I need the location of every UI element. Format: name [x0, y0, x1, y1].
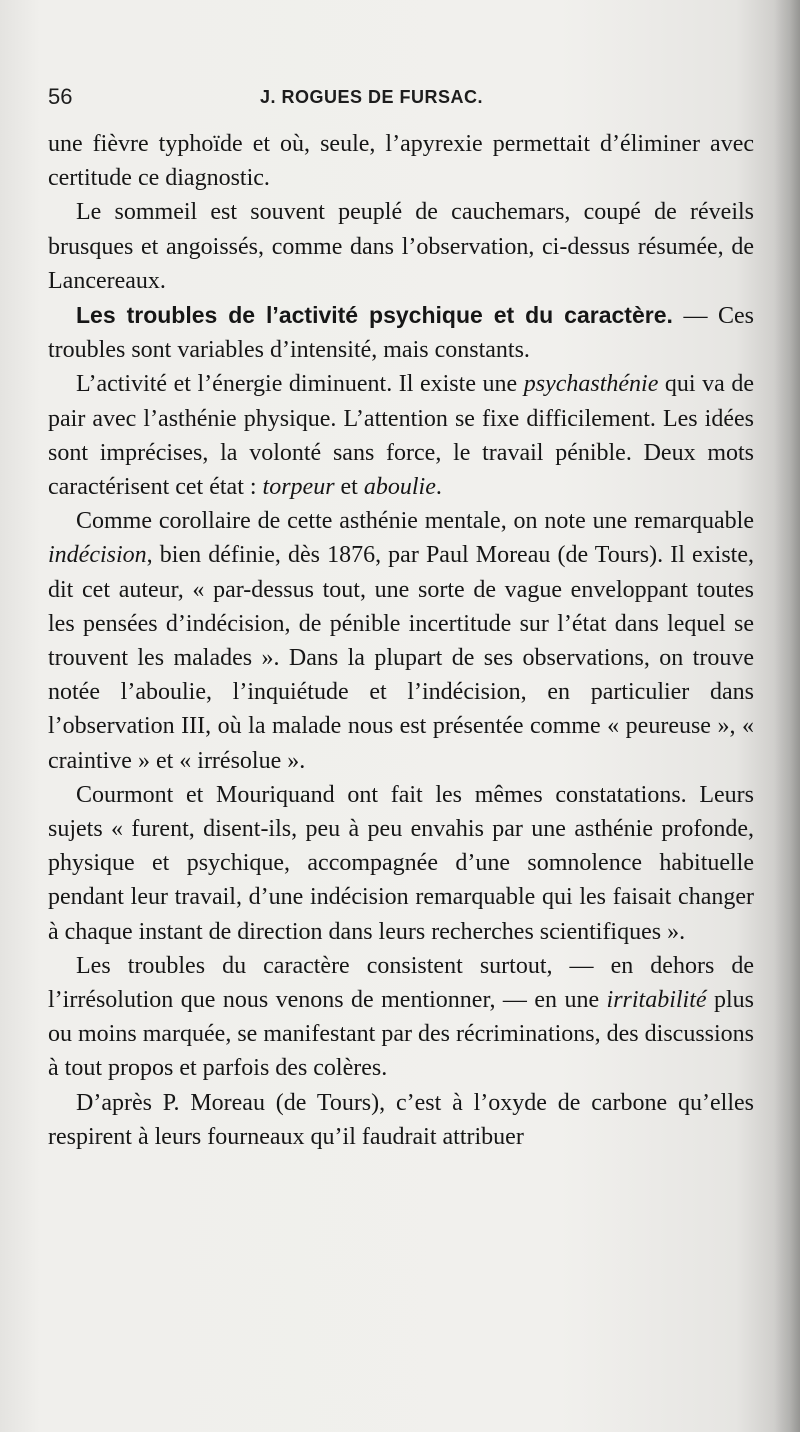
body-text	[48, 127, 754, 1154]
italic-term: psychasthénie	[523, 371, 659, 398]
italic-term: torpeur	[262, 474, 335, 501]
italic-term: indécision	[48, 542, 147, 569]
paragraph-text: une fièvre typhoïde et où, seule, l’apyrexie permettait d’éliminer avec certitude ce diagnostic.	[48, 131, 754, 192]
italic-term: irritabilité	[606, 987, 707, 1014]
paragraph-character	[48, 949, 754, 1086]
running-head: J. ROGUES DE FURSAC.	[260, 87, 484, 107]
paragraph-text: qui va de pair avec l’asthénie physique. L’attention se fixe difficilement. Les idées sont imprécises, la volonté sans force, le travail pénible. Deux mots caractérisent cet état :	[48, 371, 754, 501]
paragraph-text: D’après P. Moreau (de Tours), c’est à l’oxyde de carbone qu’elles respirent à leurs fourneaux qu’il faudrait attribuer	[48, 1089, 754, 1150]
paragraph-text: Les troubles du caractère consistent surtout, — en dehors de l’irrésolution que nous venons de mentionner, — en une	[48, 952, 754, 1014]
paragraph-continued	[48, 127, 754, 195]
paragraph-text: L’activité et l’énergie diminuent. Il existe une	[76, 371, 524, 398]
page-number: 56	[48, 84, 73, 109]
paragraph-moreau	[48, 1086, 754, 1154]
page-header	[48, 80, 752, 114]
section-heading: Les troubles de l’activité psychique et du caractère.	[76, 302, 673, 329]
paragraph-text: plus ou moins marquée, se manifestant par des récriminations, des discussions à tout propos et parfois des colères.	[48, 987, 754, 1082]
paragraph-text: Comme corollaire de cette asthénie mentale, on note une remarquable	[76, 508, 754, 535]
paragraph-sleep	[48, 195, 754, 298]
paragraph-psychic-troubles	[48, 298, 754, 367]
paragraph-text: .	[435, 474, 442, 501]
paragraph-activity	[48, 367, 754, 504]
paragraph-text: — Ces troubles sont variables d’intensité, mais constants.	[48, 303, 755, 364]
paragraph-text: Le sommeil est souvent peuplé de cauchemars, coupé de réveils brusques et angoissés, comme dans l’observation, ci-dessus résumée, de Lancereaux.	[48, 199, 754, 294]
paragraph-indecision	[48, 504, 754, 778]
italic-term: aboulie	[363, 474, 436, 501]
paragraph-text: , bien définie, dès 1876, par Paul Moreau (de Tours). Il existe, dit cet auteur, « par-dessus tout, une sorte de vague enveloppant toutes les pensées d’indécision, de pénible incertitude sur l’état dans lequel se trouvent les malades ». Dans la plupart de ses observations, on trouve notée l’aboulie, l’inquiétude et l’indécision, en particulier dans l’observation III, où la malade nous est présentée comme « peureuse », « craintive » et « irrésolue ».	[48, 542, 754, 774]
paragraph-courmont	[48, 778, 754, 949]
page-edge-shadow	[774, 0, 800, 1432]
paragraph-text: et	[334, 474, 364, 501]
paragraph-text: Courmont et Mouriquand ont fait les mêmes constatations. Leurs sujets « furent, disent-ils, peu à peu envahis par une asthénie profonde, physique et psychique, accompagnée d’une somnolence habituelle pendant leur travail, d’une indécision remarquable qui les faisait changer à chaque instant de direction dans leurs recherches scientifiques ».	[48, 781, 754, 945]
